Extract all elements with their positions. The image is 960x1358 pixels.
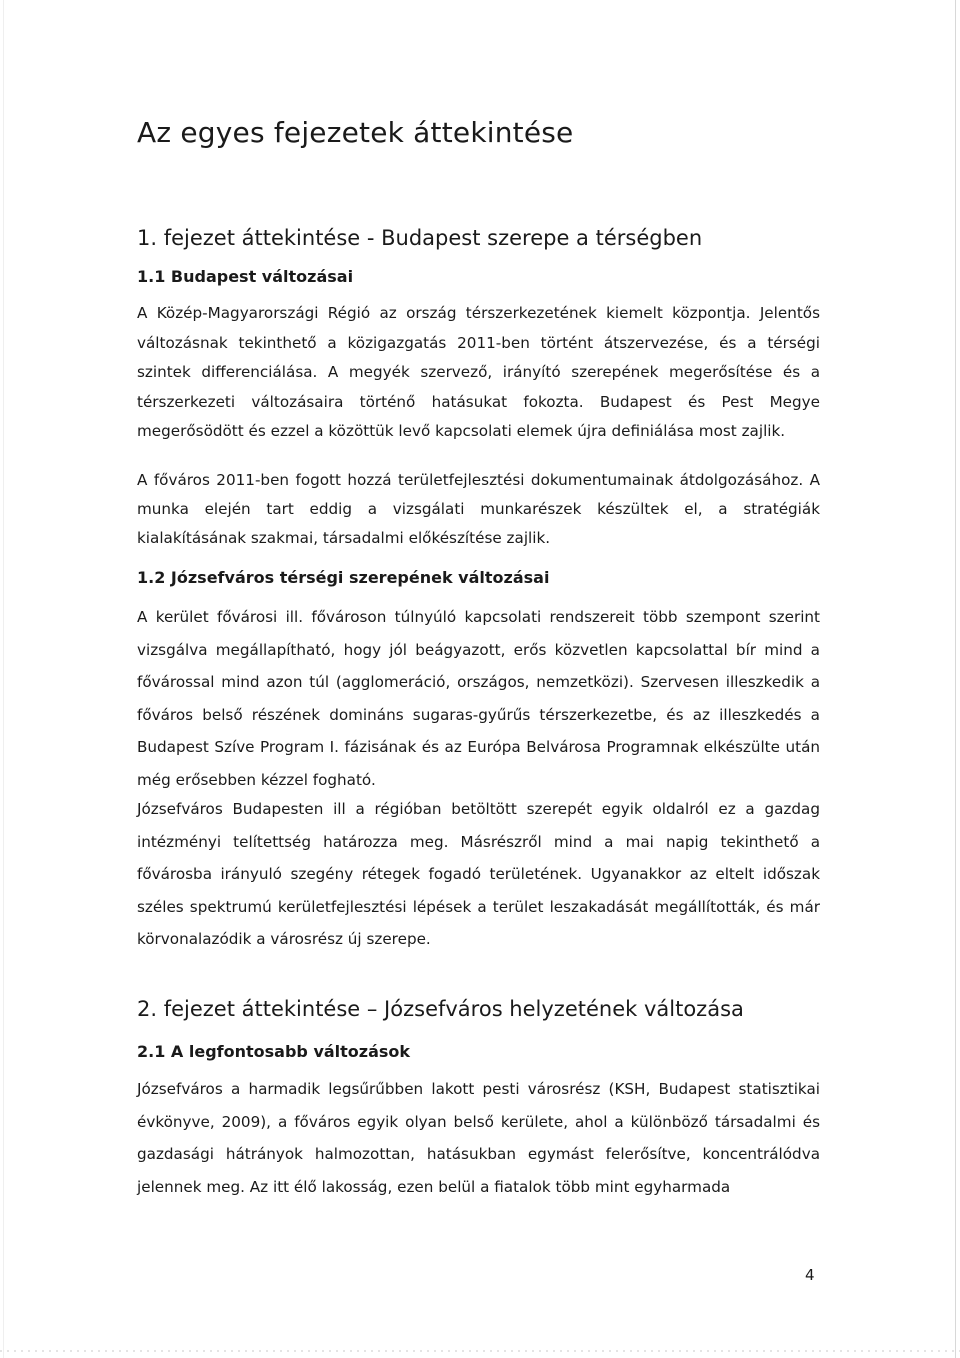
section-1-2-paragraph-2: Józsefváros Budapesten ill a régióban betöltött szerepét egyik oldalról ez a gazdag intézményi telítettség határozza meg. Másrészről mind a mai napig tekinthető a fővárosba irányuló szegény rétegek fogadó területének. Ugyanakkor az eltelt időszak széles spektrumú kerületfejlesztési lépések a terület leszakadását megállították, és már körvonalazódik a városrész új szerepe. xyxy=(137,800,820,948)
section-1-1-heading: 1.1 Budapest változásai xyxy=(137,267,354,286)
chapter-2-heading: 2. fejezet áttekintése – Józsefváros helyzetének változása xyxy=(137,997,744,1021)
section-1-2-paragraph-1: A kerület fővárosi ill. fővároson túlnyúló kapcsolati rendszereit több szempont szerint vizsgálva megállapítható, hogy jól beágyazott, erős közvetlen kapcsolattal bír mind a fővárossal mind azon túl (agglomeráció, országos, nemzetközi). Szervesen illeszkedik a főváros belső részének domináns sugaras-gyűrűs térszerkezetbe, és az illeszkedés a Budapest Szíve Program I. fázisának és az Európa Belvárosa Programnak elkészülte után még erősebben kézzel fogható. xyxy=(137,608,820,789)
document-title: Az egyes fejezetek áttekintése xyxy=(137,116,574,149)
section-1-1-paragraph-1: A Közép-Magyarországi Régió az ország térszerkezetének kiemelt központja. Jelentős változásnak tekinthető a közigazgatás 2011-ben történt átszervezése, és a térségi szintek differenciálása. A megyék szervező, irányító szerepének megerősítése és a térszerkezeti változásaira történő hatásukat fokozta. Budapest és Pest Megye megerősödött és ezzel a közöttük levő kapcsolati elemek újra definiálása most zajlik. xyxy=(137,304,820,441)
page-number: 4 xyxy=(805,1266,815,1284)
section-1-1-paragraph-2: A főváros 2011-ben fogott hozzá területfejlesztési dokumentumainak átdolgozásához. A munka elején tart eddig a vizsgálati munkarészek készültek el, a stratégiák kialakításának szakmai, társadalmi előkészítése zajlik. xyxy=(137,471,820,547)
scan-bottom-noise xyxy=(0,1350,960,1352)
section-2-1-heading: 2.1 A legfontosabb változások xyxy=(137,1042,411,1061)
scan-right-edge xyxy=(955,0,956,1358)
chapter-1-heading: 1. fejezet áttekintése - Budapest szerepe a térségben xyxy=(137,226,703,250)
scan-left-edge xyxy=(3,0,4,1358)
section-1-2-heading: 1.2 Józsefváros térségi szerepének változásai xyxy=(137,568,550,587)
section-2-1-paragraph-1: Józsefváros a harmadik legsűrűbben lakott pesti városrész (KSH, Budapest statisztikai évkönyve, 2009), a főváros egyik olyan belső kerülete, ahol a különböző társadalmi és gazdasági hátrányok halmozottan, hatásukban egymást felerősítve, koncentrálódva jelennek meg. Az itt élő lakosság, ezen belül a fiatalok több mint egyharmada xyxy=(137,1080,820,1196)
